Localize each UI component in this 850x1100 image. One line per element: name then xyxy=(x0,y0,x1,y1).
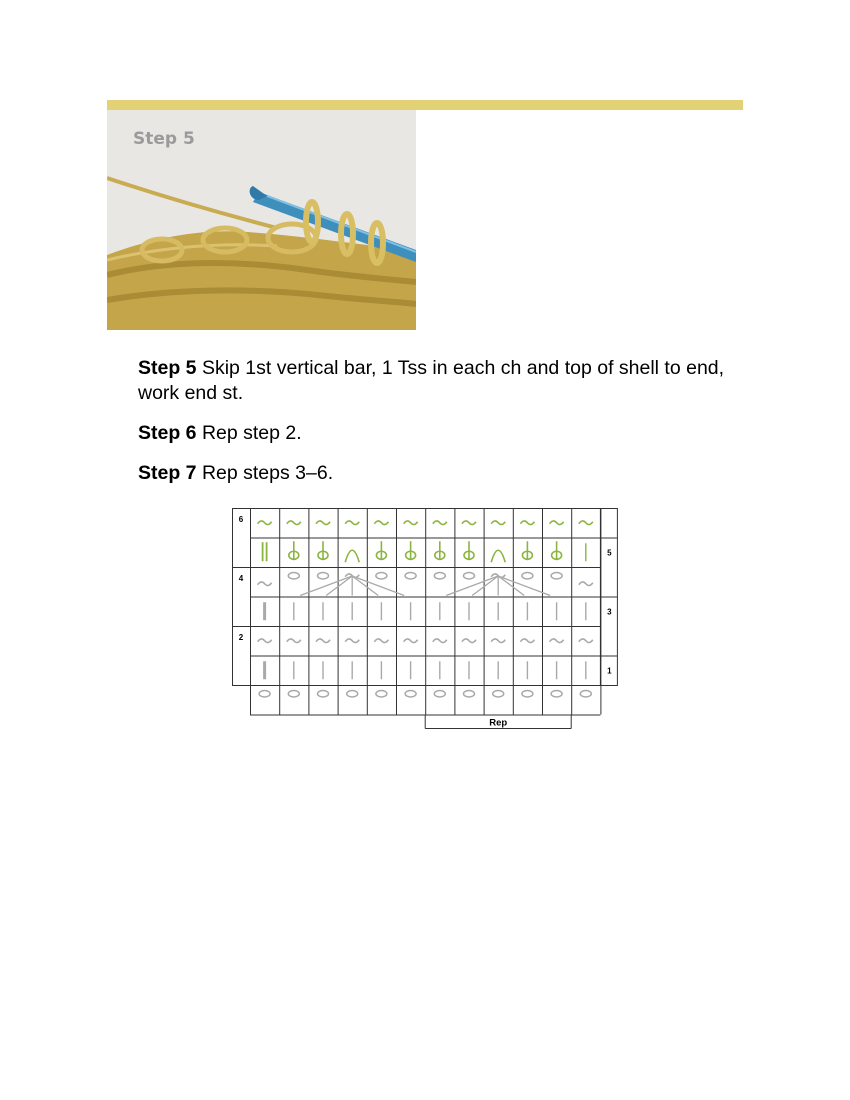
tilde-symbol xyxy=(287,521,301,525)
step-6-paragraph xyxy=(138,421,738,446)
tilde-symbol xyxy=(462,521,476,525)
chain-symbol xyxy=(522,691,533,697)
chain-symbol xyxy=(376,573,387,579)
chain-symbol xyxy=(318,691,329,697)
row-number-left: 4 xyxy=(238,574,244,583)
tilde-symbol xyxy=(520,639,534,643)
chain-symbol xyxy=(434,573,445,579)
shell-fan-line xyxy=(498,576,524,596)
tilde-symbol xyxy=(345,521,359,525)
chain-symbol xyxy=(464,573,475,579)
tilde-symbol xyxy=(550,521,564,525)
chain-symbol xyxy=(434,691,445,697)
step-5-text: Skip 1st vertical bar, 1 Tss in each ch and top of shell to end, work end st. xyxy=(138,357,725,404)
shell-fan-line xyxy=(472,576,498,596)
tilde-symbol xyxy=(491,639,505,643)
photo-step-label: Step 5 xyxy=(133,129,195,149)
tilde-symbol xyxy=(374,521,388,525)
step-7-paragraph xyxy=(138,461,738,486)
tilde-symbol xyxy=(258,521,272,525)
chain-symbol xyxy=(376,691,387,697)
chain-symbol xyxy=(522,573,533,579)
step-6-label: Step 6 xyxy=(138,422,197,444)
step-5-photo xyxy=(107,110,416,330)
tilde-symbol xyxy=(550,639,564,643)
chain-symbol xyxy=(464,691,475,697)
step-7-label: Step 7 xyxy=(138,462,197,484)
step-5-paragraph xyxy=(138,356,738,406)
chain-symbol xyxy=(493,691,504,697)
chain-symbol xyxy=(288,573,299,579)
tilde-symbol xyxy=(404,639,418,643)
step-7-text: Rep steps 3–6. xyxy=(196,462,334,484)
tilde-symbol xyxy=(520,521,534,525)
tilde-symbol xyxy=(404,521,418,525)
shell-top-symbol xyxy=(491,550,505,562)
shell-fan-line xyxy=(352,576,378,596)
row-number-left: 2 xyxy=(238,633,244,642)
tilde-symbol xyxy=(258,582,272,586)
step-6-text: Rep step 2. xyxy=(196,422,302,444)
chain-symbol xyxy=(259,691,270,697)
row-number-left: 6 xyxy=(238,515,244,524)
stitch-chart-svg xyxy=(232,506,620,732)
chain-symbol xyxy=(347,691,358,697)
shell-fan-line xyxy=(326,576,352,596)
tilde-symbol xyxy=(579,639,593,643)
tilde-symbol xyxy=(345,639,359,643)
tilde-symbol xyxy=(374,639,388,643)
header-color-bar xyxy=(107,100,743,110)
chain-symbol xyxy=(405,691,416,697)
stitch-chart xyxy=(232,506,620,732)
tilde-symbol xyxy=(433,639,447,643)
chain-symbol xyxy=(551,691,562,697)
tilde-symbol xyxy=(579,521,593,525)
chain-symbol xyxy=(580,691,591,697)
tilde-symbol xyxy=(462,639,476,643)
chain-symbol xyxy=(318,573,329,579)
row-number-right: 3 xyxy=(607,607,612,617)
tilde-symbol xyxy=(316,639,330,643)
tilde-symbol xyxy=(258,639,272,643)
chain-symbol xyxy=(551,573,562,579)
tilde-symbol xyxy=(491,521,505,525)
step-5-label: Step 5 xyxy=(138,357,197,379)
tilde-symbol xyxy=(287,639,301,643)
tilde-symbol xyxy=(316,521,330,525)
shell-top-symbol xyxy=(345,550,359,562)
chain-symbol xyxy=(405,573,416,579)
tilde-symbol xyxy=(579,582,593,586)
row-number-right: 5 xyxy=(607,548,612,558)
chain-symbol xyxy=(288,691,299,697)
step-instructions xyxy=(138,356,738,501)
row-label-column-left xyxy=(233,509,251,686)
tilde-symbol xyxy=(433,521,447,525)
rep-label: Rep xyxy=(489,717,508,729)
row-number-right: 1 xyxy=(607,666,612,676)
